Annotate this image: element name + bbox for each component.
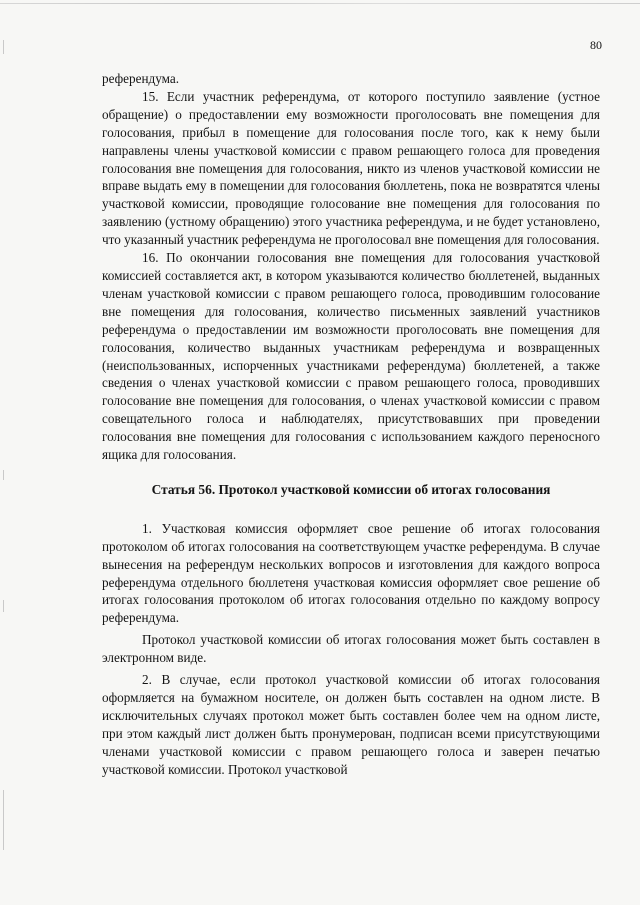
paragraph-item-1: 1. Участковая комиссия оформляет свое решение об итогах голосования протоколом об итогах голосования на соответствующем участке референдума. В случае вынесения на референдум нескольких вопросов и изготовления для каждого вопроса референдума отдельного бюллетеня участковая комиссия оформляет свое решение об итогах голосования протоколом об итогах голосования отдельно по каждому вопросу референдума. (102, 520, 600, 626)
page-number: 80 (590, 38, 602, 52)
paragraph-item-16: 16. По окончании голосования вне помещения для голосования участковой комиссией составляется акт, в котором указываются количество бюллетеней, выданных членам участковой комиссии с правом решающего голоса, проводившим голосование вне помещения для голосования, количество письменных заявлений участников референдума о предоставлении им возможности проголосовать вне помещения для голосования, количество выданных участникам референдума и возвращенных (неиспользованных, испорченных участниками референдума) бюллетеней, а также сведения о членах участковой комиссии с правом решающего голоса, проводивших голосование вне помещения для голосования, о членах участковой комиссии с правом совещательного голоса и наблюдателях, присутствовавших при проведении голосования вне помещения для голосования с использованием каждого переносного ящика для голосования. (102, 250, 600, 463)
document-body (102, 70, 600, 779)
scan-margin-mark (3, 790, 4, 850)
paragraph-electronic-form: Протокол участковой комиссии об итогах голосования может быть составлен в электронном виде. (102, 632, 600, 666)
paragraph-item-2: 2. В случае, если протокол участковой комиссии об итогах голосования оформляется на бумажном носителе, он должен быть составлен на одном листе. В исключительных случаях протокол может быть составлен более чем на одном листе, при этом каждый лист должен быть пронумерован, подписан всеми присутствующими членами участковой комиссии с правом решающего голоса и заверен печатью участковой комиссии. Протокол участковой (102, 672, 600, 777)
paragraph-continuation: референдума. (102, 71, 180, 86)
scan-margin-mark (3, 600, 4, 612)
paragraph-item-15: 15. Если участник референдума, от которого поступило заявление (устное обращение) о предоставлении ему возможности проголосовать вне помещения для голосования, прибыл в помещение для голосования после того, как к нему были направлены члены участковой комиссии с правом решающего голоса для проведения голосования вне помещения для голосования, никто из членов участковой комиссии не вправе выдать ему в помещении для голосования бюллетень, пока не возвратятся члены участковой комиссии, проводящие голосование вне помещения для голосования по заявлению (устному обращению) этого участника референдума, и не будет установлено, что указанный участник референдума не проголосовал вне помещения для голосования. (102, 88, 600, 248)
article-heading: Статья 56. Протокол участковой комиссии об итогах голосования (151, 481, 551, 497)
scan-margin-mark (3, 40, 4, 54)
scan-margin-mark (3, 470, 4, 480)
scan-top-edge (0, 3, 640, 4)
